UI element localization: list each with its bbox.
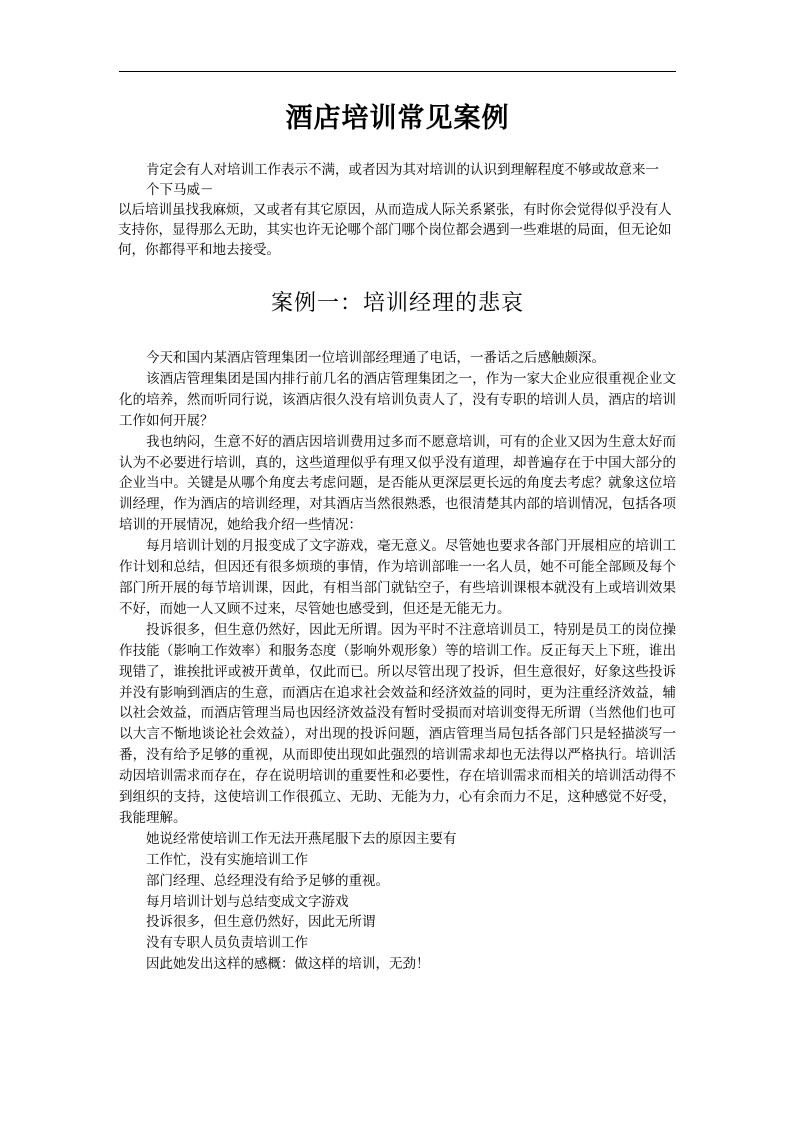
paragraph-1: 今天和国内某酒店管理集团一位培训部经理通了电话，一番话之后感触颇深。 [146,350,605,366]
paragraph-3: 我也纳闷，生意不好的酒店因培训费用过多而不愿意培训，可有的企业又因为生意太好而认为不必要进行培训，真的，这些道理似乎有理又似乎没有道理，却普遍存在于中国大部分的企业当中。关键是从哪个角度去考虑问题，是否能从更深层更长远的角度去考虑？就象这位培训经理，作为酒店的培训经理，对其酒店当然很熟悉，也很清楚其内部的培训情况，包括各项培训的开展情况，她给我介绍一些情况： [119,433,676,534]
case-heading: 案例一：培训经理的悲哀 [270,291,524,316]
list-item: 没有专职人员负责培训工作 [146,935,308,952]
case-body [119,348,676,975]
list-item: 她说经常使培训工作无法开燕尾服下去的原因主要有 [146,830,457,847]
intro-line-1: 肯定会有人对培训工作表示不满，或者因为其对培训的认识到理解程度不够或故意来一 [146,162,659,178]
header-rule [119,71,676,72]
intro-paragraph [119,160,676,260]
intro-line-2: 个下马威－ [146,182,214,198]
document-title: 酒店培训常见案例 [285,103,510,134]
list-item: 部门经理、总经理没有给予足够的重视。 [146,872,389,889]
list-item: 投诉很多，但生意仍然好，因此无所谓 [146,914,376,931]
list-item: 因此她发出这样的感概：做这样的培训，无劲！ [146,956,430,973]
list-item: 每月培训计划与总结变成文字游戏 [146,893,349,910]
paragraph-2: 该酒店管理集团是国内排行前几名的酒店管理集团之一，作为一家大企业应很重视企业文化的培养，然而听同行说，该酒店很久没有培训负责人了，没有专职的培训人员，酒店的培训工作如何开展？ [119,370,676,429]
paragraph-5: 投诉很多，但生意仍然好，因此无所谓。因为平时不注意培训员工，特别是员工的岗位操作技能（影响工作效率）和服务态度（影响外观形象）等的培训工作。反正每天上下班，谁出现错了，谁挨批评或被开黄单，仅此而已。所以尽管出现了投诉，但生意很好，好象这些投诉并没有影响到酒店的生意，而酒店在追求社会效益和经济效益的同时，更为注重经济效益，辅以社会效益，而酒店管理当局也因经济效益没有暂时受损而对培训变得无所谓（当然他们也可以大言不惭地谈论社会效益），对出现的投诉问题，酒店管理当局包括各部门只是轻描淡写一番，没有给予足够的重视，从而即使出现如此强烈的培训需求却也无法得以严格执行。培训活动因培训需求而存在，存在说明培训的重要性和必要性，存在培训需求而相关的培训活动得不到组织的支持，这使培训工作很孤立、无助、无能为力，心有余而力不足，这种感觉不好受，我能理解。 [119,621,676,826]
intro-rest: 以后培训虽找我麻烦，又或者有其它原因，从而造成人际关系紧张，有时你会觉得似乎没有人支持你，显得那么无助，其实也许无论哪个部门哪个岗位都会遇到一些难堪的局面，但无论如何，你都得平和地去接受。 [118,202,672,258]
paragraph-4: 每月培训计划的月报变成了文字游戏，毫无意义。尽管她也要求各部门开展相应的培训工作计划和总结，但因还有很多烦琐的事情，作为培训部唯一一名人员，她不可能全部顾及每个部门所开展的每节培训课，因此，有相当部门就钻空子，有些培训课根本就没有上或培训效果不好，而她一人又顾不过来，尽管她也感受到，但还是无能无力。 [119,538,676,617]
list-item: 工作忙，没有实施培训工作 [146,851,308,868]
